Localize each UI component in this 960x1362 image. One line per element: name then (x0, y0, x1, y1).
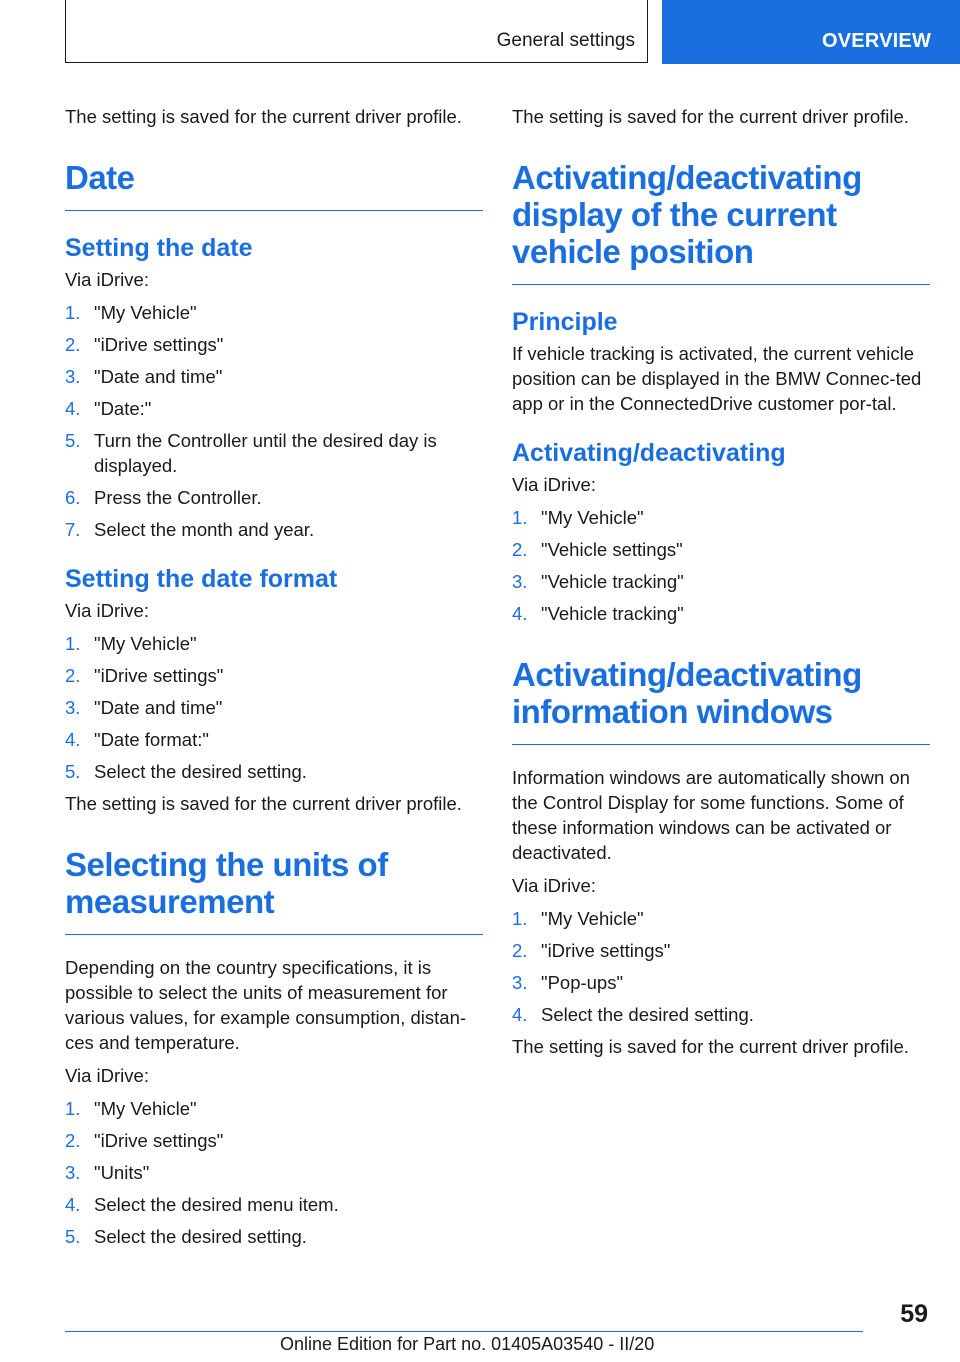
list-item: 2. "Vehicle settings" (512, 539, 683, 560)
via-idrive-label: Via iDrive: (512, 875, 596, 896)
edition-footer: Online Edition for Part no. 01405A03540 - II/20 (280, 1334, 655, 1354)
units-steps (65, 1096, 483, 1249)
list-item: 7. Select the month and year. (65, 519, 315, 540)
setting-date-steps (65, 300, 483, 542)
header-frame (65, 0, 648, 63)
vehicle-position-steps (512, 505, 930, 626)
saved-note: The setting is saved for the current driver profile. (512, 1036, 909, 1057)
list-item: 2. "iDrive settings" (65, 334, 224, 355)
list-item: 2. "iDrive settings" (65, 665, 224, 686)
list-item: 1. "My Vehicle" (65, 633, 197, 654)
list-item: 4. Select the desired menu item. (65, 1194, 339, 1215)
list-item: 4. Select the desired setting. (512, 1004, 754, 1025)
list-item: 3. "Units" (65, 1162, 150, 1183)
info-windows-body: Information windows are automatically shown on the Control Display for some functions. Some of these information windows can be activated or deactivated. (512, 767, 910, 863)
list-item: 4. "Date:" (65, 398, 152, 419)
units-heading: Selecting the units of measurement (65, 846, 483, 935)
list-item: 2. "iDrive settings" (65, 1130, 224, 1151)
overview-tab[interactable]: OVERVIEW (662, 0, 960, 64)
list-item: 3. "Pop-ups" (512, 972, 624, 993)
right-column (512, 104, 930, 1067)
principle-body: If vehicle tracking is activated, the current vehicle position can be displayed in the BMW Connec‐ted app or in the ConnectedDrive customer por‐tal. (512, 343, 922, 414)
list-item: 1. "My Vehicle" (65, 1098, 197, 1119)
via-idrive-label: Via iDrive: (512, 474, 596, 495)
info-windows-steps (512, 906, 930, 1027)
left-column (65, 104, 483, 1256)
saved-note: The setting is saved for the current driver profile. (65, 793, 462, 814)
list-item: 1. "My Vehicle" (512, 908, 644, 929)
vehicle-position-heading: Activating/deactivating display of the current vehicle position (512, 159, 930, 285)
section-title: General settings (496, 30, 635, 51)
date-heading: Date (65, 159, 483, 211)
units-body: Depending on the country specifications, it is possible to select the units of measurement for various values, for example consumption, distan‐ces and temperature. (65, 957, 467, 1053)
list-item: 1. "My Vehicle" (65, 302, 197, 323)
info-windows-heading: Activating/deactivating information windows (512, 656, 930, 745)
list-item: 5. Turn the Controller until the desired day is displayed. (65, 430, 437, 476)
via-idrive-label: Via iDrive: (65, 269, 149, 290)
page-number: 59 (900, 1300, 928, 1328)
list-item: 1. "My Vehicle" (512, 507, 644, 528)
activating-heading: Activating/deactivating (512, 439, 786, 467)
list-item: 5. Select the desired setting. (65, 1226, 307, 1247)
date-format-steps (65, 631, 483, 784)
principle-heading: Principle (512, 308, 618, 336)
list-item: 6. Press the Controller. (65, 487, 262, 508)
list-item: 3. "Vehicle tracking" (512, 571, 684, 592)
list-item: 2. "iDrive settings" (512, 940, 671, 961)
footer-divider (65, 1331, 863, 1332)
date-format-heading: Setting the date format (65, 565, 338, 593)
list-item: 4. "Vehicle tracking" (512, 603, 684, 624)
list-item: 3. "Date and time" (65, 366, 223, 387)
list-item: 4. "Date format:" (65, 729, 209, 750)
via-idrive-label: Via iDrive: (65, 1065, 149, 1086)
list-item: 5. Select the desired setting. (65, 761, 307, 782)
setting-date-heading: Setting the date (65, 234, 253, 262)
intro-text: The setting is saved for the current driver profile. (65, 106, 462, 127)
intro-text: The setting is saved for the current driver profile. (512, 106, 909, 127)
via-idrive-label: Via iDrive: (65, 600, 149, 621)
list-item: 3. "Date and time" (65, 697, 223, 718)
